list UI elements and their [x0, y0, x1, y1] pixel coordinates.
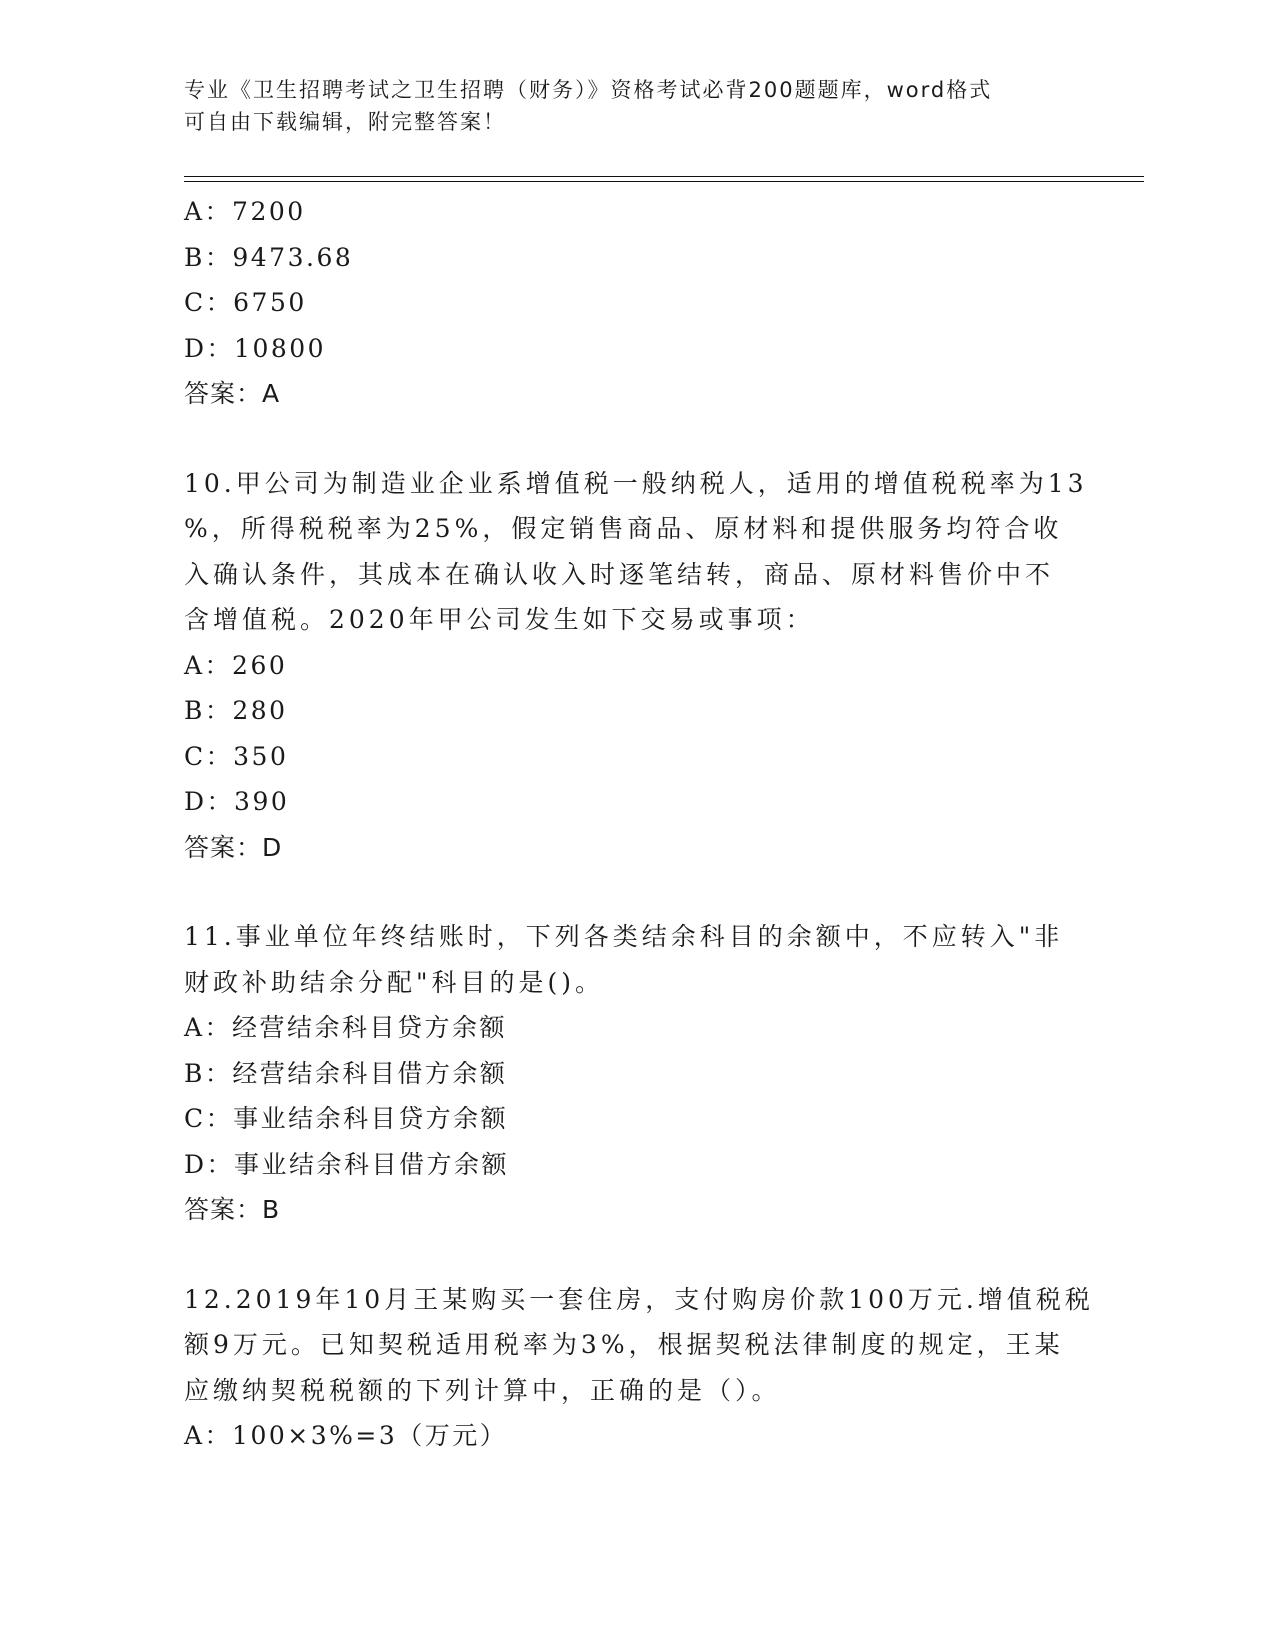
header-rule-top [184, 176, 1144, 177]
option-a: A：7200 [184, 197, 306, 226]
option-a: A：经营结余科目贷方余额 [184, 1013, 508, 1042]
answer-label: 答案：A [184, 379, 281, 408]
header-line-1: 专业《卫生招聘考试之卫生招聘（财务）》资格考试必背200题题库，word格式 [184, 78, 993, 102]
option-c: C：事业结余科目贷方余额 [184, 1104, 509, 1133]
question-stem-line: 应缴纳契税税额的下列计算中，正确的是（）。 [184, 1375, 781, 1405]
question-11 [184, 914, 1084, 1233]
option-a: A：260 [184, 650, 288, 680]
option-d: D：10800 [184, 333, 327, 363]
question-stem-line: 含增值税。2020年甲公司发生如下交易或事项： [184, 605, 815, 634]
question-stem-line: %，所得税税率为25%，假定销售商品、原材料和提供服务均符合收 [184, 514, 1063, 543]
option-a: A：100×3%=3（万元） [184, 1421, 508, 1450]
answer-label: 答案：D [184, 832, 283, 862]
question-stem-line: 10.甲公司为制造业企业系增值税一般纳税人，适用的增值税税率为13 [184, 468, 1088, 498]
question-12 [184, 1277, 1094, 1459]
header-rule-bottom [184, 181, 1144, 182]
question-10 [184, 461, 1088, 871]
question-stem-line: 额9万元。已知契税适用税率为3%，根据契税法律制度的规定，王某 [184, 1330, 1064, 1359]
option-d: D：390 [184, 787, 290, 816]
option-c: C：350 [184, 741, 289, 771]
header-line-2: 可自由下载编辑，附完整答案！ [184, 110, 506, 134]
option-b: B：280 [184, 696, 288, 725]
option-b: B：9473.68 [184, 242, 354, 272]
option-c: C：6750 [184, 288, 307, 317]
question-stem-line: 财政补助结余分配"科目的是()。 [184, 967, 605, 997]
question-9 [184, 189, 1084, 417]
question-list [184, 189, 1094, 1459]
option-d: D：事业结余科目借方余额 [184, 1149, 510, 1179]
document-header [184, 74, 1064, 138]
question-stem-line: 入确认条件，其成本在确认收入时逐笔结转，商品、原材料售价中不 [184, 559, 1055, 589]
option-b: B：经营结余科目借方余额 [184, 1058, 508, 1088]
answer-label: 答案：B [184, 1195, 281, 1224]
question-stem-line: 11.事业单位年终结账时，下列各类结余科目的余额中，不应转入"非 [184, 922, 1064, 951]
question-stem-line: 12.2019年10月王某购买一套住房，支付购房价款100万元.增值税税 [184, 1284, 1094, 1314]
